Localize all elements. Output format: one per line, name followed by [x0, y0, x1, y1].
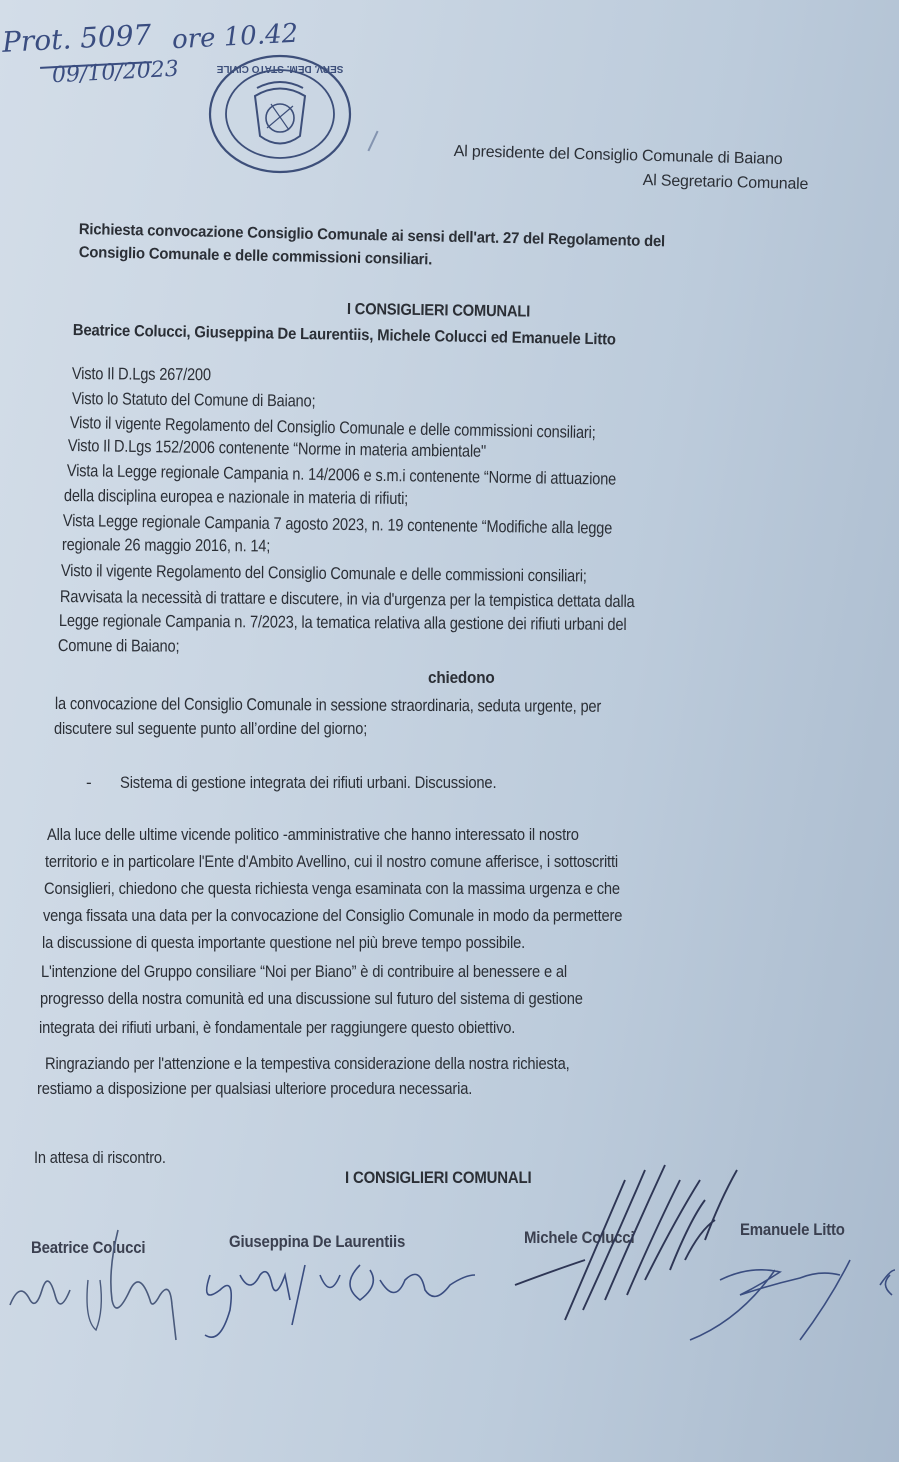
premise-line: della disciplina europea e nazionale in materia di rifiuti;: [63, 486, 409, 509]
premise-line: Comune di Baiano;: [57, 636, 180, 656]
premise-line: Vista Legge regionale Campania 7 agosto 2023, n. 19 contenente “Modifiche alla legge: [62, 511, 613, 538]
premise-line: regionale 26 maggio 2016, n. 14;: [61, 535, 271, 556]
signature-emanuele-icon: [680, 1240, 899, 1345]
agenda-bullet: -: [86, 773, 92, 792]
svg-text:SERV. DEM. STATO CIVILE: SERV. DEM. STATO CIVILE: [216, 63, 344, 74]
councillors-heading: I CONSIGLIERI COMUNALI: [346, 301, 531, 321]
body-line: territorio e in particolare l'Ente d'Ambito Avellino, cui il nostro comune afferisce, i sottoscritti: [45, 852, 618, 871]
municipal-stamp-icon: [205, 52, 355, 177]
subject-line-1: Richiesta convocazione Consiglio Comunale ai sensi dell'art. 27 del Regolamento del: [78, 221, 666, 251]
premise-line: Visto lo Statuto del Comune di Baiano;: [71, 389, 316, 411]
recipient-president: Al presidente del Consiglio Comunale di Baiano: [453, 143, 783, 169]
premise-line: Visto Il D.Lgs 152/2006 contenente “Norme in materia ambientale": [67, 436, 487, 461]
body-line: progresso della nostra comunità ed una discussione sul futuro del sistema di gestione: [40, 989, 583, 1008]
premise-line: Legge regionale Campania n. 7/2023, la tematica relativa alla gestione dei rifiuti urbani del: [58, 611, 627, 634]
body-line: Ringraziando per l'attenzione e la tempestiva considerazione della nostra richiesta,: [45, 1054, 570, 1073]
premise-line: Visto il vigente Regolamento del Consiglio Comunale e delle commissioni consiliari;: [69, 413, 596, 443]
signatory-name: Emanuele Litto: [740, 1220, 845, 1239]
request-heading: chiedono: [428, 668, 495, 687]
signature-giuseppina-icon: [180, 1245, 510, 1355]
signatory-name: Beatrice Colucci: [31, 1238, 146, 1257]
premise-line: Vista la Legge regionale Campania n. 14/2006 e s.m.i contenente “Norme di attuazione: [66, 461, 617, 489]
protocol-time: ore 10.42: [171, 18, 299, 56]
councillors-names: Beatrice Colucci, Giuseppina De Laurentiis, Michele Colucci ed Emanuele Litto: [72, 322, 616, 349]
stamp-pen-mark: [367, 131, 378, 152]
agenda-item: Sistema di gestione integrata dei rifiuti urbani. Discussione.: [120, 773, 497, 792]
signatory-name: Giuseppina De Laurentiis: [229, 1232, 406, 1251]
body-line: la discussione di questa importante questione nel più breve tempo possibile.: [42, 933, 526, 952]
signatory-name: Michele Colucci: [524, 1228, 635, 1247]
closing-text: In attesa di riscontro.: [34, 1148, 166, 1167]
body-line: L'intenzione del Gruppo consiliare “Noi per Biano” è di contribuire al benessere e al: [41, 962, 567, 981]
body-line: venga fissata una data per la convocazione del Consiglio Comunale in modo da permettere: [43, 906, 623, 925]
body-line: Alla luce delle ultime vicende politico -amministrative che hanno interessato il nostro: [47, 825, 579, 844]
recipient-secretary: Al Segretario Comunale: [642, 172, 809, 194]
body-line: integrata dei rifiuti urbani, è fondamentale per raggiungere questo obiettivo.: [39, 1018, 516, 1037]
protocol-number: Prot. 5097: [1, 18, 153, 59]
request-line-2: discutere sul seguente punto all’ordine del giorno;: [54, 719, 368, 738]
premise-line: Ravvisata la necessità di trattare e discutere, in via d'urgenza per la tempistica dettata dalla: [59, 587, 635, 612]
premise-line: Visto il vigente Regolamento del Consiglio Comunale e delle commissioni consiliari;: [60, 561, 587, 586]
signature-heading: I CONSIGLIERI COMUNALI: [345, 1168, 532, 1187]
request-line-1: la convocazione del Consiglio Comunale in sessione straordinaria, seduta urgente, per: [54, 694, 602, 716]
subject-line-2: Consiglio Comunale e delle commissioni consiliari.: [78, 244, 433, 269]
premise-line: Visto Il D.Lgs 267/200: [71, 364, 211, 385]
protocol-date: 09/10/2023: [51, 56, 180, 89]
body-line: restiamo a disposizione per qualsiasi ulteriore procedura necessaria.: [37, 1079, 473, 1098]
signature-beatrice-icon: [0, 1210, 200, 1350]
body-line: Consiglieri, chiedono che questa richiesta venga esaminata con la massima urgenza e che: [44, 879, 620, 898]
